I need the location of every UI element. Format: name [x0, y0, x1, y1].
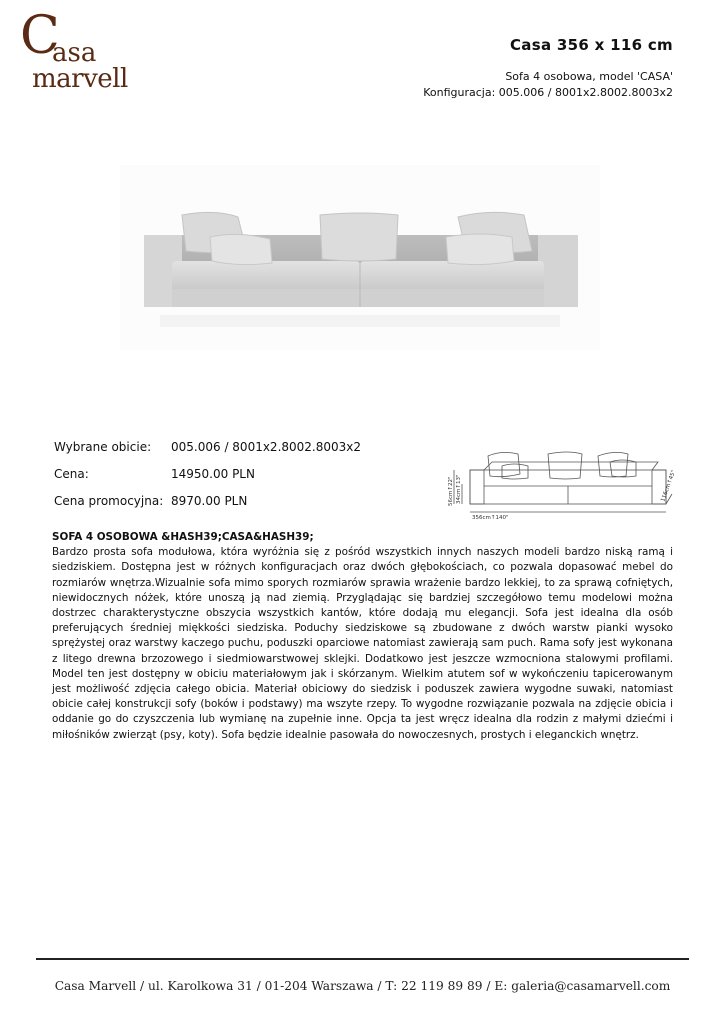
casa-marvell-logo — [20, 6, 135, 94]
spec-value: 14950.00 PLN — [171, 467, 255, 481]
logo-initial: C — [20, 6, 60, 66]
spec-label: Cena: — [54, 467, 89, 481]
header-subtitle-block — [423, 69, 673, 101]
product-subtitle: Sofa 4 osobowa, model 'CASA' — [505, 70, 673, 83]
page-title: Casa 356 x 116 cm — [510, 36, 673, 54]
sofa-photo — [120, 165, 600, 350]
logo-second-line: marvell — [32, 64, 128, 94]
spec-value: 005.006 / 8001x2.8002.8003x2 — [171, 440, 362, 454]
description-body: Bardzo prosta sofa modułowa, która wyróżnia się z pośród wszystkich innych naszych modeli bardzo niską ramą i siedziskiem. Dostępna jest w różnych konfiguracjach oraz dwóch głębokościach, co pozwala dopasować mebel do rozmiarów wnętrza.Wizualnie sofa mimo sporych rozmiarów sprawia wrażenie bardzo lekkiej, to za sprawą cofniętych, niewidocznych nóżek, które unoszą ją nad ziemią. Przyglądając się bardziej szczegółowo temu modelowi można dostrzec charakterystyczne obszycia wszystkich kantów, które dodają mu elegancji. Sofa jest idealna dla osób preferujących średniej miękkości siedziska. Poduchy siedziskowe są zbudowane z dwóch warstw pianki wysoko sprężystej oraz warstwy kaczego puchu, poduszki oparciowe natomiast zawierają sam puch. Rama sofy jest wykonana z litego drewna brzozowego i siedmiowarstwowej sklejki. Dodatkowo jest jeszcze wzmocniona stalowymi profilami. Model ten jest dostępny w obiciu materiałowym jak i skórzanym. Wielkim atutem sof w wykończeniu tapicerowanym jest możliwość zdjęcia całego obicia. Materiał obiciowy do siedzisk i poduszek zawiera wygodne suwaki, natomiast obicie całej konstrukcji sofy (boków i podstawy) ma wszyte rzepy. To wygodne rozwiązanie pozwala na zdjęcie obicia i oddanie go do czyszczenia lub wymianę na zupełnie inne. Opcja ta jest wręcz idealna dla rodzin z małymi dziećmi i miłośników zwierząt (psy, koty). Sofa będzie idealnie pasowała do nowoczesnych, prostych i eleganckich wnętrz. — [52, 546, 673, 741]
depth-label: 116cm↑45" — [660, 469, 678, 503]
seat-height-label: 34cm↑13" — [456, 474, 462, 504]
height-label: 56cm↑22" — [448, 476, 454, 506]
footer-divider — [36, 958, 689, 960]
product-description — [52, 530, 673, 743]
logo-rest: asa — [52, 38, 97, 68]
spec-label: Cena promocyjna: — [54, 494, 164, 508]
spec-value: 8970.00 PLN — [171, 494, 248, 508]
spec-label: Wybrane obicie: — [54, 440, 152, 454]
footer-contact: Casa Marvell / ul. Karolkowa 31 / 01-204 Warszawa / T: 22 119 89 89 / E: galeria@casamarvell.com — [54, 979, 671, 993]
width-label: 356cm↑140" — [472, 515, 509, 521]
dimension-diagram — [432, 440, 678, 521]
configuration-line: Konfiguracja: 005.006 / 8001x2.8002.8003x2 — [423, 86, 673, 99]
description-heading: SOFA 4 OSOBOWA &HASH39;CASA&HASH39; — [52, 531, 314, 543]
